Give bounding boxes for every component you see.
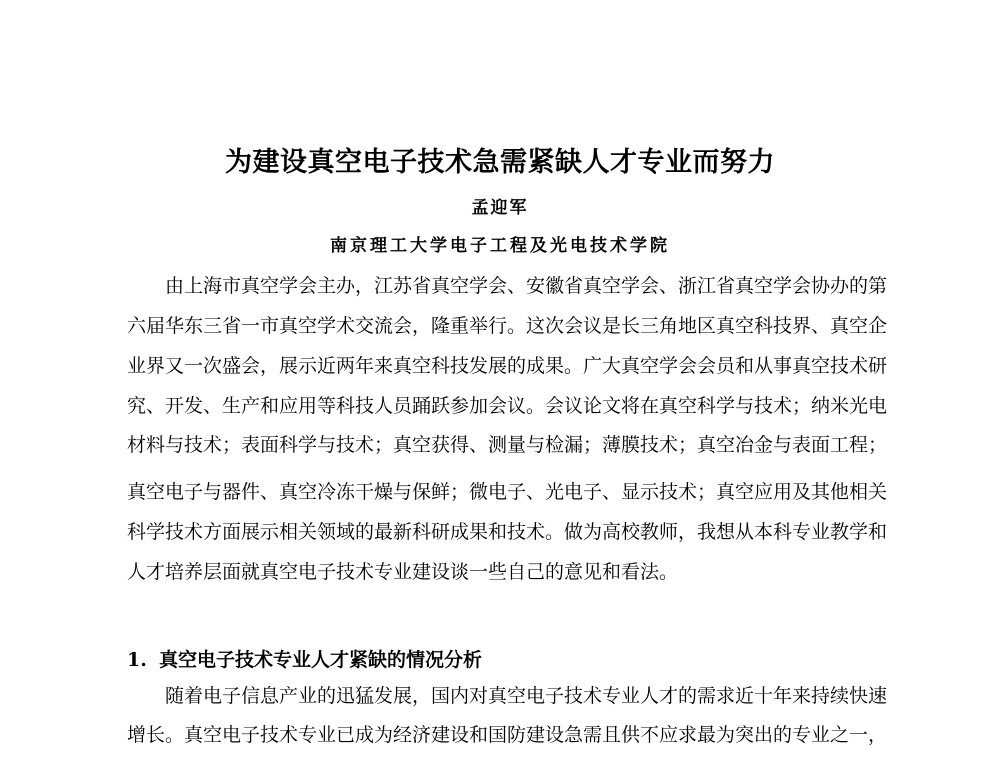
paragraph-line: 业界又一次盛会，展示近两年来真空科技发展的成果。广大真空学会会员和从事真空技术研: [127, 355, 888, 377]
section-title: 真空电子技术专业人才紧缺的情况分析: [159, 649, 483, 671]
paragraph-line: 究、开发、生产和应用等科技人员踊跃参加会议。会议论文将在真空科学与技术；纳米光电: [127, 395, 888, 417]
paragraph-line: 科学技术方面展示相关领域的最新科研成果和技术。做为高校教师，我想从本科专业教学和: [127, 521, 888, 543]
author-affiliation: 南京理工大学电子工程及光电技术学院: [330, 236, 670, 256]
section-number: 1.: [127, 649, 147, 671]
paragraph-line: 六届华东三省一市真空学术交流会，隆重举行。这次会议是长三角地区真空科技界、真空企: [127, 315, 888, 337]
paragraph-line: 真空电子与器件、真空冷冻干燥与保鲜；微电子、光电子、显示技术；真空应用及其他相关: [127, 481, 888, 503]
paragraph-line: 随着电子信息产业的迅猛发展，国内对真空电子技术专业人才的需求近十年来持续快速: [165, 685, 888, 707]
author-name: 孟迎军: [471, 198, 529, 218]
paragraph-line: 人才培养层面就真空电子技术专业建设谈一些自己的意见和看法。: [127, 561, 679, 583]
paper-title: 为建设真空电子技术急需紧缺人才专业而努力: [225, 147, 775, 178]
paragraph-line: 材料与技术；表面科学与技术；真空获得、测量与检漏；薄膜技术；真空冶金与表面工程；: [127, 434, 888, 456]
paragraph-line: 增长。真空电子技术专业已成为经济建设和国防建设急需且供不应求最为突出的专业之一，: [127, 724, 888, 746]
paragraph-line: 由上海市真空学会主办，江苏省真空学会、安徽省真空学会、浙江省真空学会协办的第: [165, 275, 888, 297]
section-heading: [127, 645, 482, 672]
